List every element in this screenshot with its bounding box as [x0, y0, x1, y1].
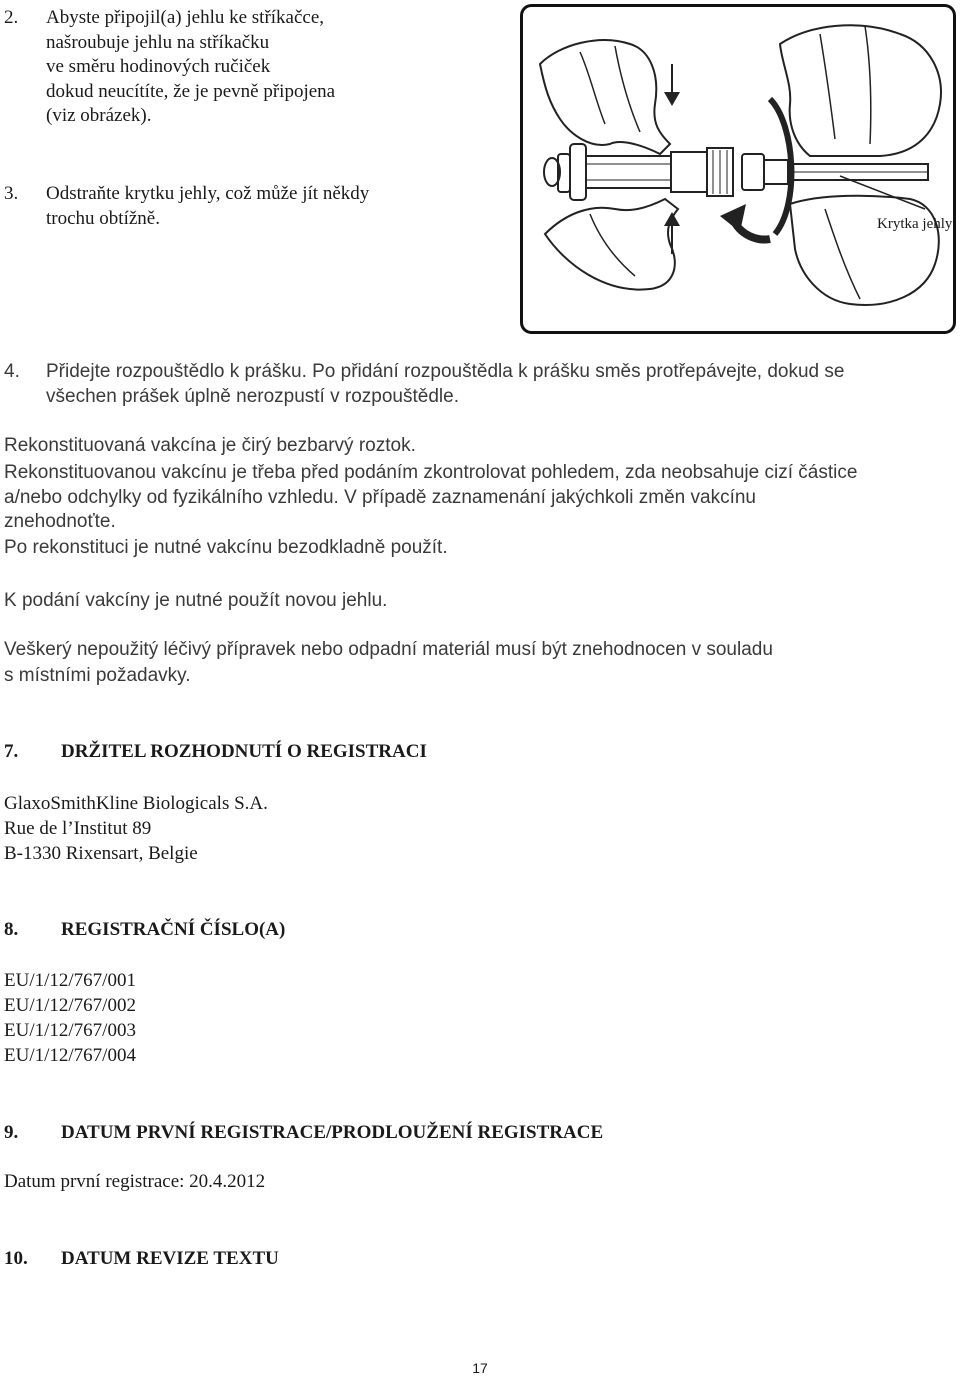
holder-line: Rue de l’Institut 89 — [4, 817, 152, 839]
section-title: REGISTRAČNÍ ČÍSLO(A) — [61, 919, 286, 940]
registration-number: EU/1/12/767/003 — [4, 1020, 136, 1041]
holder-line: B-1330 Rixensart, Belgie — [4, 843, 198, 864]
step-text-line: našroubuje jehlu na stříkačku — [46, 31, 270, 53]
syringe-needle-attach-illustration — [520, 4, 956, 334]
inspection-text-line: a/nebo odchylky od fyzikálního vzhledu. V případě zaznamenání jakýchkoli změn vakcínu — [4, 486, 756, 508]
registration-number: EU/1/12/767/001 — [4, 970, 136, 991]
section-number: 9. — [4, 1122, 19, 1143]
figure-caption: Krytka jehly — [877, 216, 953, 232]
section-title: DATUM PRVNÍ REGISTRACE/PRODLOUŽENÍ REGISTRACE — [61, 1122, 604, 1143]
section-title: DATUM REVIZE TEXTU — [61, 1248, 279, 1269]
inspection-text-line: znehodnoťte. — [4, 511, 116, 532]
step-text-line: trochu obtížně. — [46, 207, 160, 229]
section-number: 7. — [4, 741, 19, 762]
section-number: 8. — [4, 919, 19, 940]
reconstituted-text: Rekonstituovaná vakcína je čirý bezbarvý roztok. — [4, 435, 416, 456]
section-number: 10. — [4, 1248, 28, 1269]
use-immediately-text: Po rekonstituci je nutné vakcínu bezodkladně použít. — [4, 537, 448, 558]
step-text-line: Abyste připojil(a) jehlu ke stříkačce, — [46, 7, 325, 28]
section-title: DRŽITEL ROZHODNUTÍ O REGISTRACI — [61, 741, 427, 762]
registration-number: EU/1/12/767/002 — [4, 995, 136, 1016]
registration-number: EU/1/12/767/004 — [4, 1045, 136, 1066]
step-text-line: (viz obrázek). — [46, 105, 152, 126]
step-text-line: všechen prášek úplně nerozpustí v rozpouštědle. — [46, 385, 459, 407]
page-number: 17 — [472, 1360, 488, 1376]
step-number: 2. — [4, 7, 19, 28]
step-text-line: Přidejte rozpouštědlo k prášku. Po přidání rozpouštědla k prášku směs protřepávejte, dokud se — [46, 361, 845, 382]
holder-line: GlaxoSmithKline Biologicals S.A. — [4, 793, 268, 814]
step-text-line: dokud neucítíte, že je pevně připojena — [46, 80, 336, 102]
inspection-text-line: Rekonstituovanou vakcínu je třeba před podáním zkontrolovat pohledem, zda neobsahuje cizí částice — [4, 462, 858, 483]
step-number: 3. — [4, 183, 19, 204]
step-number: 4. — [4, 361, 20, 382]
step-text-line: ve směru hodinových ručiček — [46, 56, 271, 77]
disposal-text-line: Veškerý nepoužitý léčivý přípravek nebo odpadní materiál musí být znehodnocen v souladu — [4, 639, 773, 660]
new-needle-text: K podání vakcíny je nutné použít novou jehlu. — [4, 590, 388, 611]
first-registration-date: Datum první registrace: 20.4.2012 — [4, 1171, 266, 1192]
step-text-line: Odstraňte krytku jehly, což může jít někdy — [46, 183, 370, 204]
disposal-text-line: s místními požadavky. — [4, 665, 191, 686]
